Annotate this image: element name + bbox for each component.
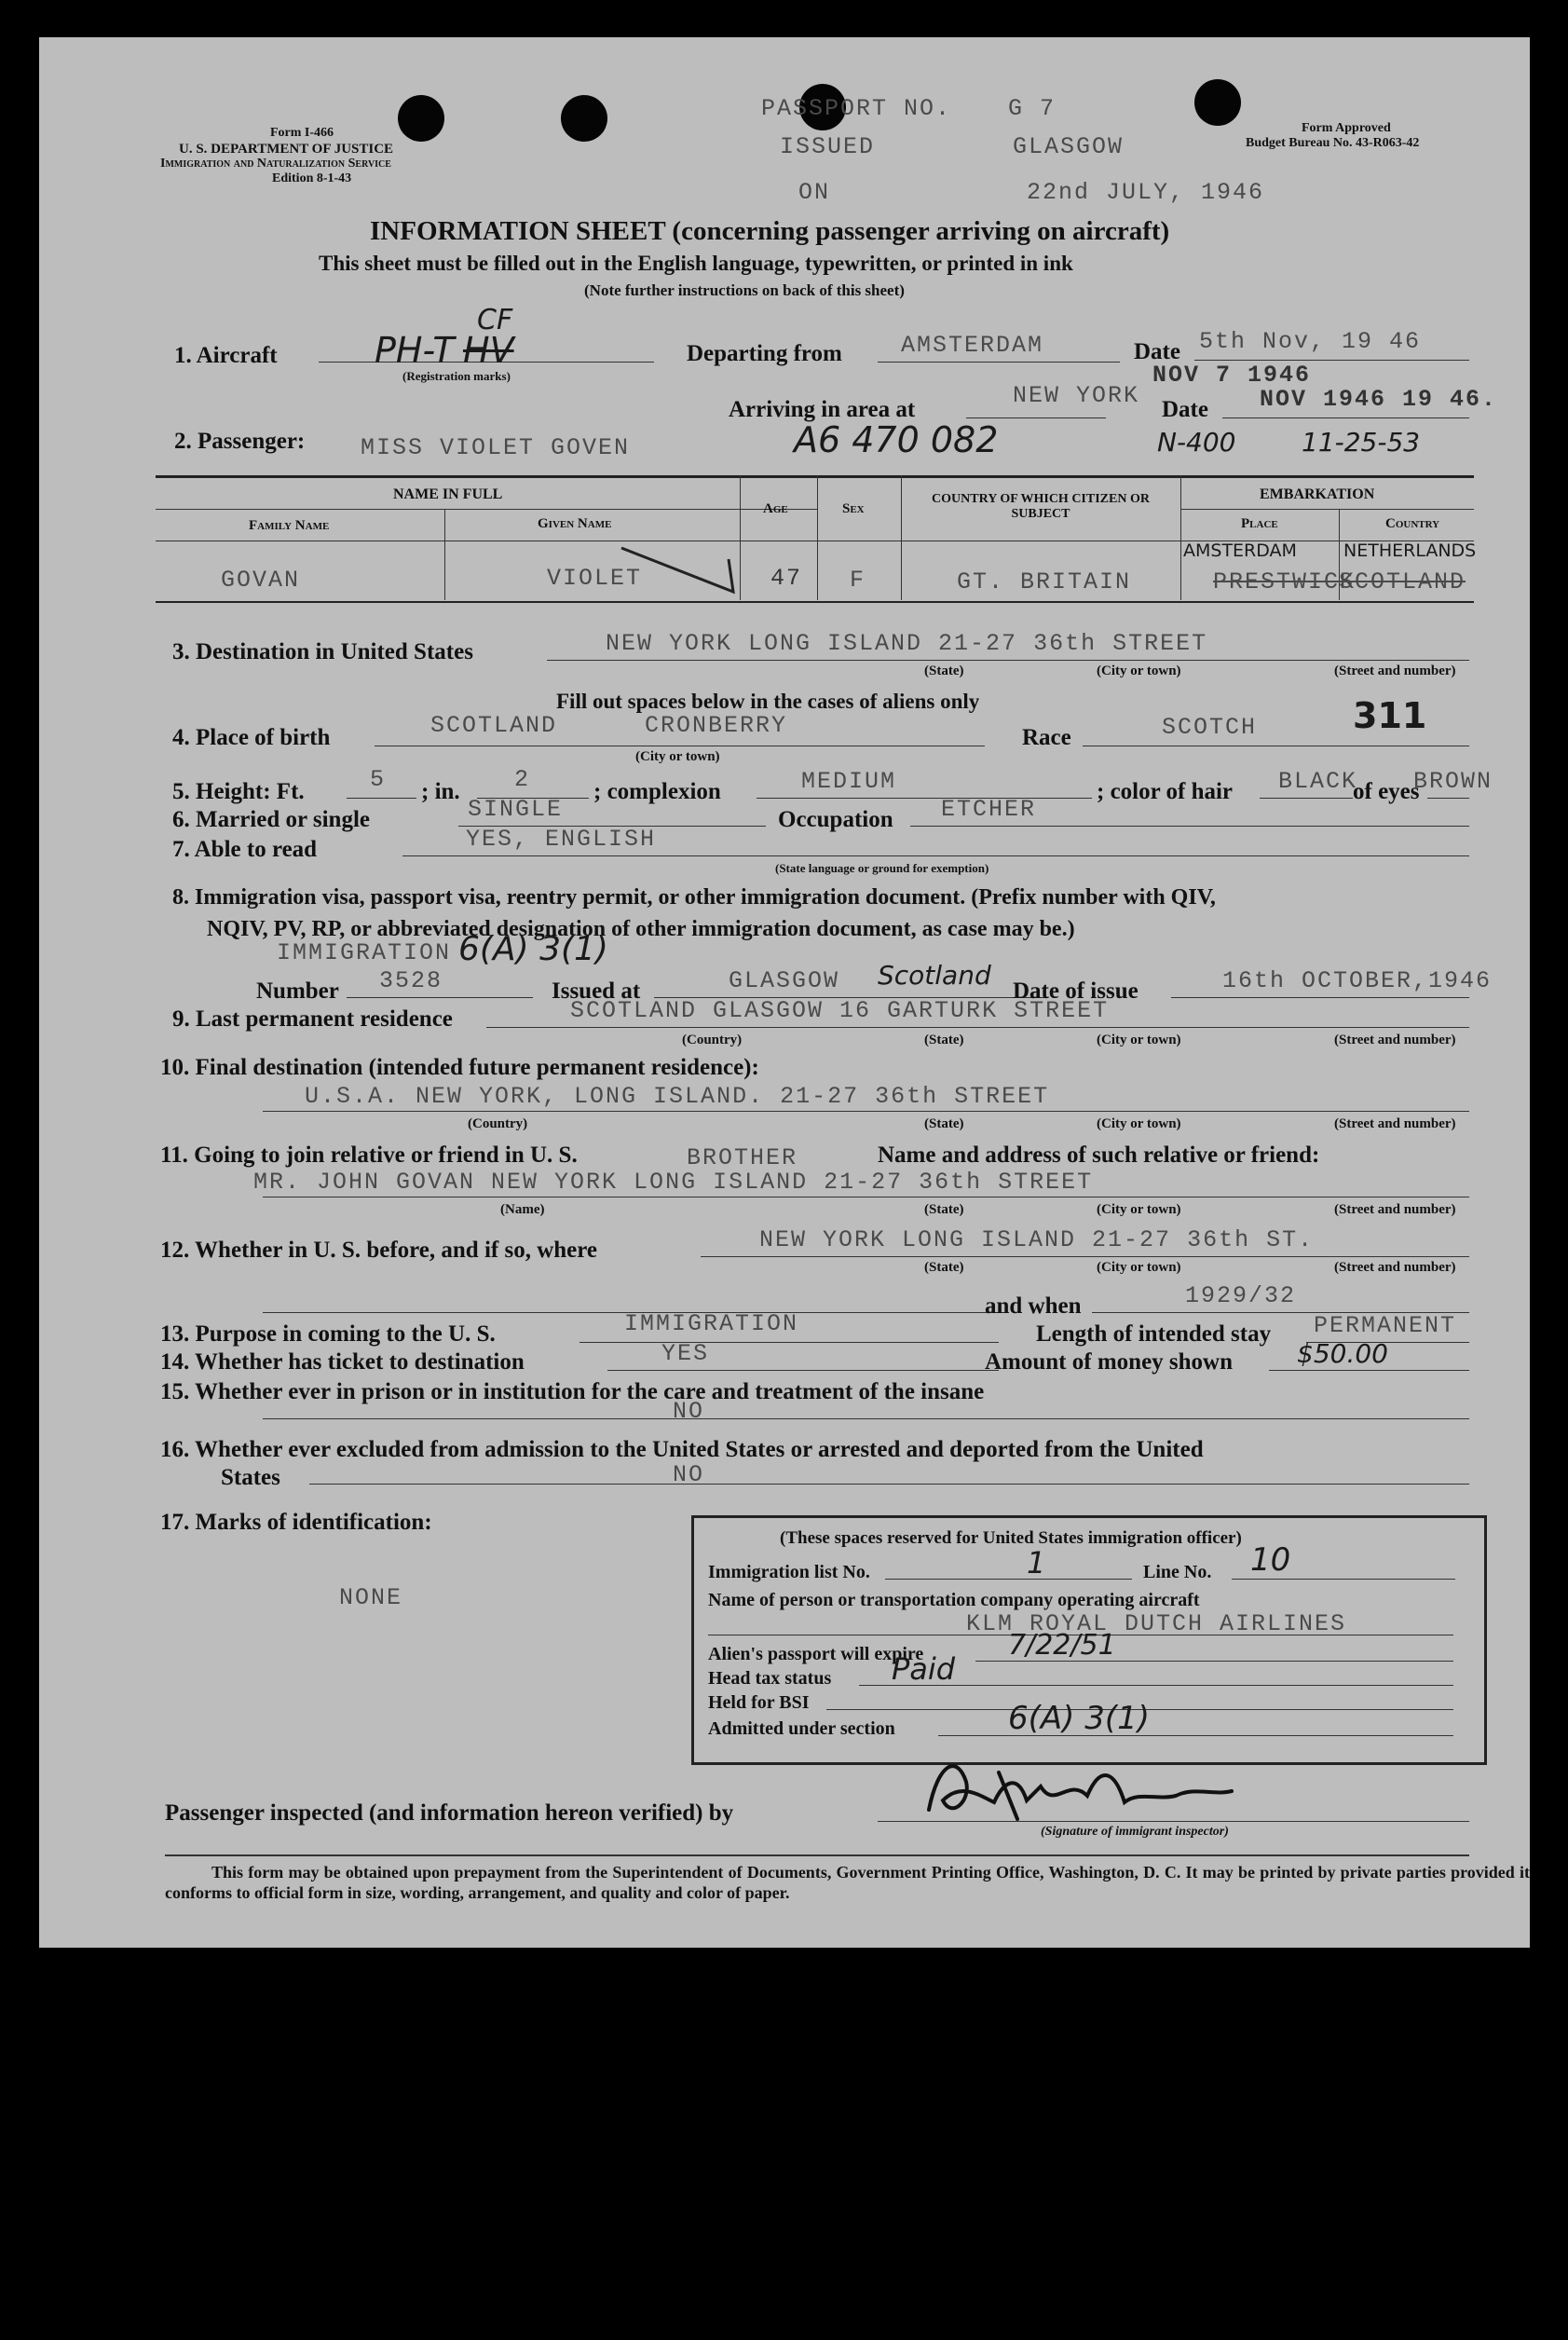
immigration-list-line	[885, 1579, 1132, 1580]
final-destination-state-caption: (State)	[924, 1116, 964, 1131]
immigration-list-value: 1	[1027, 1545, 1046, 1581]
race-code: 311	[1353, 695, 1427, 736]
prior-us-city-caption: (City or town)	[1097, 1260, 1181, 1275]
bsi-label: Held for BSI	[708, 1692, 810, 1713]
date2-label: Date	[1162, 397, 1208, 422]
date-label: Date	[1134, 339, 1180, 364]
aircraft-correction: CF	[477, 304, 513, 336]
family-name-value: GOVAN	[221, 567, 301, 594]
excluded-value: NO	[673, 1461, 705, 1488]
stay-label: Length of intended stay	[1036, 1321, 1272, 1347]
inspector-signature	[915, 1745, 1269, 1828]
literacy-value: YES, ENGLISH	[466, 826, 657, 853]
date2-line	[1222, 417, 1469, 418]
excluded-line	[309, 1484, 1469, 1485]
service-name: Immigration and Naturalization Service	[160, 157, 391, 171]
aircraft-value: PH-T	[375, 330, 455, 371]
occupation-line	[910, 826, 1469, 827]
passenger-label: 2. Passenger:	[174, 429, 306, 454]
given-name-header: Given Name	[538, 516, 612, 531]
form-title: INFORMATION SHEET (concerning passenger arriving on aircraft)	[370, 216, 1170, 246]
last-residence-street-caption: (Street and number)	[1334, 1033, 1456, 1047]
eyes-label: of eyes	[1353, 779, 1420, 804]
doc-date-value: 16th OCTOBER,1946	[1222, 967, 1493, 994]
destination-line	[547, 660, 1469, 661]
relative-street-caption: (Street and number)	[1334, 1202, 1456, 1217]
height-in-value: 2	[514, 766, 531, 793]
last-residence-state-caption: (State)	[924, 1033, 964, 1047]
punch-hole	[561, 95, 607, 142]
form-number: Form I-466	[270, 126, 334, 140]
eyes-line	[1427, 798, 1469, 799]
purpose-label: 13. Purpose in coming to the U. S.	[160, 1321, 496, 1347]
age-value: 47	[770, 565, 803, 592]
punch-hole	[1194, 79, 1241, 126]
race-label: Race	[1022, 725, 1071, 750]
prior-us-state-caption: (State)	[924, 1260, 964, 1275]
table-col-divider	[817, 475, 818, 600]
place-header: Place	[1241, 516, 1278, 531]
naturalization-date: 11-25-53	[1302, 427, 1421, 458]
arriving-line	[966, 417, 1106, 418]
date-value: 5th Nov, 19 46	[1199, 328, 1422, 355]
table-col-divider	[444, 509, 445, 600]
date2-value: NOV 1946 19 46.	[1260, 386, 1498, 413]
table-header-divider	[1180, 509, 1474, 510]
last-residence-line	[486, 1027, 1469, 1028]
registration-caption: (Registration marks)	[402, 369, 511, 383]
table-col-divider	[901, 475, 902, 600]
line-no-line	[1232, 1579, 1455, 1580]
form-note: (Note further instructions on back of this sheet)	[584, 281, 905, 299]
naturalization-form: N-400	[1157, 427, 1236, 458]
doc-issued-label: Issued at	[552, 978, 641, 1004]
last-residence-country-caption: (Country)	[682, 1033, 743, 1047]
birthplace-city: CRONBERRY	[645, 712, 788, 739]
occupation-label: Occupation	[778, 807, 893, 832]
relative-city-caption: (City or town)	[1097, 1202, 1181, 1217]
given-name-checkmark	[617, 541, 747, 596]
embarkation-country-typed: SCOTLAND	[1339, 568, 1466, 595]
admitted-section-value: 6(A) 3(1)	[1008, 1700, 1151, 1737]
signature-caption: (Signature of immigrant inspector)	[1041, 1825, 1229, 1839]
doc-date-label: Date of issue	[1013, 978, 1139, 1004]
money-value: $50.00	[1297, 1338, 1388, 1369]
given-name-value: VIOLET	[547, 565, 643, 592]
destination-street-caption: (Street and number)	[1334, 664, 1456, 678]
arrival-stamp-date: NOV 7 1946	[1152, 362, 1312, 389]
destination-city-caption: (City or town)	[1097, 664, 1181, 678]
final-destination-value: U.S.A. NEW YORK, LONG ISLAND. 21-27 36th STREET	[305, 1083, 1050, 1110]
departing-line	[878, 362, 1120, 363]
complexion-label: ; complexion	[593, 779, 721, 804]
immigration-doc-type: IMMIGRATION	[277, 939, 452, 966]
literacy-caption: (State language or ground for exemption)	[775, 861, 989, 875]
aircraft-label: 1. Aircraft	[174, 343, 278, 368]
table-header-divider	[156, 509, 817, 510]
issued-place: GLASGOW	[1013, 133, 1125, 160]
form-approved: Form Approved	[1302, 121, 1391, 135]
arriving-label: Arriving in area at	[729, 397, 916, 422]
prior-us-line	[701, 1256, 1469, 1257]
marital-status-label: 6. Married or single	[172, 807, 370, 832]
money-line	[1269, 1370, 1469, 1371]
ticket-value: YES	[661, 1340, 710, 1367]
birthplace-label: 4. Place of birth	[172, 725, 331, 750]
prison-line	[263, 1418, 1469, 1419]
when-value: 1929/32	[1185, 1282, 1297, 1309]
destination-value: NEW YORK LONG ISLAND 21-27 36th STREET	[606, 630, 1208, 657]
family-name-header: Family Name	[249, 518, 330, 533]
immigration-doc-text-1: 8. Immigration visa, passport visa, reentry permit, or other immigration document. (Prefix number with QIV,	[172, 885, 1216, 910]
arriving-value: NEW YORK	[1013, 382, 1140, 409]
height-ft-value: 5	[370, 766, 387, 793]
sex-header: Sex	[842, 501, 865, 516]
age-header: Age	[763, 501, 788, 516]
admitted-section-label: Admitted under section	[708, 1718, 895, 1739]
ticket-label: 14. Whether has ticket to destination	[160, 1349, 525, 1375]
last-residence-value: SCOTLAND GLASGOW 16 GARTURK STREET	[570, 997, 1110, 1024]
doc-issued-handwritten: Scotland	[878, 960, 991, 991]
aliens-note: Fill out spaces below in the cases of aliens only	[556, 690, 980, 713]
excluded-question-label: 16. Whether ever excluded from admission to the United States or arrested and deported from the United	[160, 1437, 1204, 1462]
alien-registration-no: A6 470 082	[794, 419, 999, 460]
departing-label: Departing from	[687, 341, 842, 366]
money-label: Amount of money shown	[985, 1349, 1234, 1375]
budget-bureau-no: Budget Bureau No. 43-R063-42	[1246, 136, 1420, 150]
on-date: 22nd JULY, 1946	[1027, 179, 1265, 206]
literacy-label: 7. Able to read	[172, 837, 318, 862]
issued-label: ISSUED	[780, 133, 876, 160]
when-label: and when	[985, 1293, 1082, 1319]
inspection-label: Passenger inspected (and information hereon verified) by	[165, 1800, 734, 1826]
form-sheet	[39, 37, 1530, 1948]
line-no-value: 10	[1250, 1541, 1291, 1579]
literacy-line	[402, 855, 1469, 856]
department-name: U. S. DEPARTMENT OF JUSTICE	[179, 142, 394, 157]
identification-marks-value: NONE	[339, 1584, 403, 1611]
relative-relation: BROTHER	[687, 1144, 798, 1171]
hair-line	[1260, 798, 1353, 799]
prior-us-label: 12. Whether in U. S. before, and if so, where	[160, 1238, 597, 1263]
head-tax-label: Head tax status	[708, 1668, 832, 1689]
relative-name-label: Name and address of such relative or friend:	[878, 1143, 1320, 1168]
on-label: ON	[798, 179, 831, 206]
birthplace-city-caption: (City or town)	[635, 749, 720, 764]
prior-us-street-caption: (Street and number)	[1334, 1260, 1456, 1275]
birthplace-country: SCOTLAND	[430, 712, 558, 739]
passenger-value: MISS VIOLET GOVEN	[361, 434, 631, 461]
citizen-value: GT. BRITAIN	[957, 568, 1132, 595]
purpose-value: IMMIGRATION	[624, 1310, 799, 1337]
relative-name-caption: (Name)	[500, 1202, 545, 1217]
doc-date-line	[1171, 997, 1469, 998]
carrier-label: Name of person or transportation company operating aircraft	[708, 1590, 1200, 1610]
final-destination-label: 10. Final destination (intended future permanent residence):	[160, 1055, 759, 1080]
departing-value: AMSTERDAM	[901, 332, 1044, 359]
marital-status-value: SINGLE	[468, 796, 564, 823]
table-col-divider	[1180, 475, 1181, 600]
destination-label: 3. Destination in United States	[172, 639, 473, 664]
embarkation-place-handwritten: AMSTERDAM	[1183, 541, 1297, 561]
final-destination-street-caption: (Street and number)	[1334, 1116, 1456, 1131]
hair-label: ; color of hair	[1097, 779, 1234, 804]
join-relative-label: 11. Going to join relative or friend in U. S.	[160, 1143, 578, 1168]
passport-expire-label: Alien's passport will expire	[708, 1644, 924, 1664]
hair-value: BLACK	[1278, 768, 1358, 795]
doc-number-value: 3528	[379, 967, 443, 994]
prison-value: NO	[673, 1398, 705, 1425]
complexion-value: MEDIUM	[801, 768, 897, 795]
final-destination-country-caption: (Country)	[468, 1116, 528, 1131]
punch-hole	[398, 95, 444, 142]
country-header: Country	[1385, 516, 1440, 531]
embarkation-place-typed: PRESTWICK	[1213, 568, 1357, 595]
occupation-value: ETCHER	[941, 796, 1037, 823]
stay-value: PERMANENT	[1314, 1312, 1457, 1339]
immigration-doc-section: 6(A) 3(1)	[458, 930, 608, 968]
purpose-line	[579, 1342, 999, 1343]
final-destination-city-caption: (City or town)	[1097, 1116, 1181, 1131]
prison-question-label: 15. Whether ever in prison or in institution for the care and treatment of the insane	[160, 1379, 985, 1404]
complexion-line	[757, 798, 1092, 799]
carrier-value: KLM ROYAL DUTCH AIRLINES	[966, 1610, 1347, 1637]
form-instructions: This sheet must be filled out in the English language, typewritten, or printed in ink	[319, 252, 1073, 275]
head-tax-value: Paid	[892, 1651, 956, 1687]
country-of-citizen-header: COUNTRY OF WHICH CITIZEN OR SUBJECT	[932, 492, 1150, 521]
passport-label: PASSPORT NO.	[761, 95, 952, 122]
final-destination-line	[263, 1111, 1469, 1112]
footer-divider	[165, 1854, 1469, 1856]
passport-number: G 7	[1008, 95, 1057, 122]
footer-text: This form may be obtained upon prepayment from the Superintendent of Documents, Government Printing Office, Washington, D. C. It may be printed by private parties provided it conforms to official form in size, wording, arrangement, and quality and color of paper.	[165, 1863, 1530, 1902]
name-in-full-header: NAME IN FULL	[393, 486, 503, 502]
race-value: SCOTCH	[1162, 714, 1258, 741]
excluded-question-label-2: States	[221, 1465, 280, 1490]
last-residence-label: 9. Last permanent residence	[172, 1006, 453, 1032]
ticket-line	[607, 1370, 999, 1371]
embarkation-country-handwritten: NETHERLANDS	[1343, 541, 1477, 561]
doc-issued-value: GLASGOW	[729, 967, 840, 994]
officer-box-title: (These spaces reserved for United States immigration officer)	[780, 1528, 1242, 1548]
height-ft-line	[347, 798, 416, 799]
prior-us-value: NEW YORK LONG ISLAND 21-27 36th ST.	[759, 1226, 1315, 1253]
destination-state-caption: (State)	[924, 664, 964, 678]
doc-number-label: Number	[256, 978, 339, 1004]
relative-state-caption: (State)	[924, 1202, 964, 1217]
line-no-label: Line No.	[1143, 1562, 1212, 1582]
embarkation-header: EMBARKATION	[1260, 486, 1375, 502]
sex-value: F	[850, 567, 866, 594]
passport-expire-value: 7/22/51	[1008, 1629, 1116, 1662]
eyes-value: BROWN	[1413, 768, 1493, 795]
immigration-doc-text-2: NQIV, PV, RP, or abbreviated designation of other immigration document, as case may be.)	[207, 917, 1075, 941]
relative-address: MR. JOHN GOVAN NEW YORK LONG ISLAND 21-27 36th STREET	[253, 1169, 1094, 1196]
identification-marks-label: 17. Marks of identification:	[160, 1510, 432, 1535]
aircraft-struck: HV	[463, 330, 514, 371]
immigration-list-label: Immigration list No.	[708, 1562, 870, 1582]
form-edition: Edition 8-1-43	[272, 171, 352, 185]
last-residence-city-caption: (City or town)	[1097, 1033, 1181, 1047]
height-label: 5. Height: Ft.	[172, 779, 305, 804]
doc-number-line	[347, 997, 533, 998]
date-line	[1194, 360, 1469, 361]
height-in-label: ; in.	[421, 779, 460, 804]
